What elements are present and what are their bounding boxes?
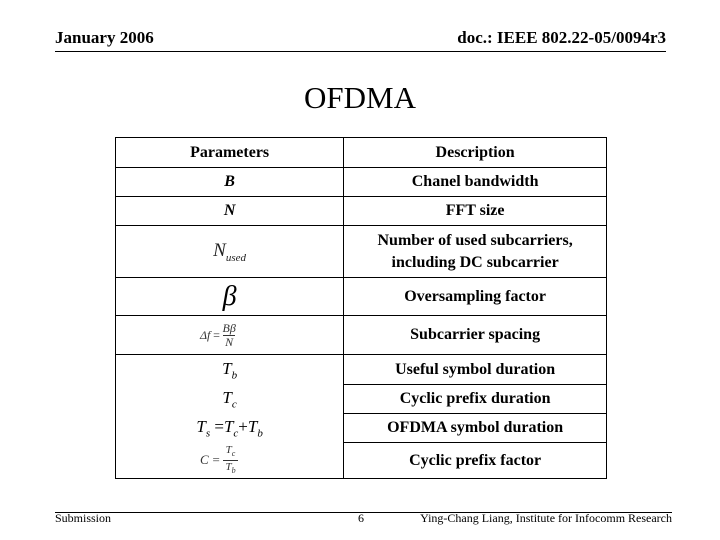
header-description: Description xyxy=(344,138,607,168)
table-row xyxy=(116,355,607,385)
param-ts xyxy=(116,414,344,443)
table-row xyxy=(116,278,607,316)
header-date: January 2006 xyxy=(55,28,154,47)
footer-page-number: 6 xyxy=(358,511,364,525)
ts-a-sub: s xyxy=(205,427,211,440)
desc-bandwidth: Chanel bandwidth xyxy=(344,168,607,197)
cp-factor-den-sub: b xyxy=(231,465,236,475)
ts-plus: + xyxy=(238,416,248,436)
slide-title: OFDMA xyxy=(304,80,416,115)
parameters-table xyxy=(115,137,607,479)
desc-useful-duration: Useful symbol duration xyxy=(344,355,607,385)
param-delta-f: Δf = $\frac{B\beta}{N}$ xyxy=(116,316,344,355)
desc-used-line1: Number of used subcarriers, xyxy=(377,231,573,249)
table-row xyxy=(116,316,607,355)
param-tb xyxy=(116,355,344,385)
beta-symbol: β xyxy=(222,280,237,312)
header-doc-id: doc.: IEEE 802.22-05/0094r3 xyxy=(457,28,666,47)
footer-author: Ying-Chang Liang, Institute for Infocomm Research xyxy=(420,511,672,525)
param-n-used xyxy=(116,226,344,278)
desc-ofdma-duration: OFDMA symbol duration xyxy=(344,414,607,443)
ts-b: T xyxy=(223,416,234,436)
header-parameters: Parameters xyxy=(116,138,344,168)
n-used-main: N xyxy=(213,239,226,261)
param-n: N xyxy=(116,197,344,226)
desc-oversampling: Oversampling factor xyxy=(344,278,607,316)
ts-b-sub: c xyxy=(233,427,239,440)
header-divider xyxy=(55,51,666,52)
delta-f-lhs: Δf xyxy=(200,327,211,342)
ts-eq: = xyxy=(210,416,224,436)
tc-sub: c xyxy=(231,398,237,411)
desc-cp-duration: Cyclic prefix duration xyxy=(344,385,607,414)
table-row xyxy=(116,168,607,197)
cp-factor-den-main: T xyxy=(225,460,232,473)
table-row xyxy=(116,197,607,226)
desc-subcarrier-spacing: Subcarrier spacing xyxy=(344,316,607,355)
desc-cp-factor: Cyclic prefix factor xyxy=(344,443,607,479)
n-used-sub: used xyxy=(225,251,247,264)
cp-factor-num-sub: c xyxy=(231,448,236,458)
table-header-row xyxy=(116,138,607,168)
desc-used-line2: including DC subcarrier xyxy=(391,253,559,271)
footer-submission: Submission xyxy=(55,511,112,525)
tb-main: T xyxy=(222,358,232,378)
ts-c-sub: b xyxy=(257,427,263,440)
cp-factor-lhs: C xyxy=(200,452,209,468)
table-row xyxy=(116,226,607,278)
desc-used-subcarriers xyxy=(344,226,607,278)
tb-sub: b xyxy=(231,368,238,381)
param-cp-factor: C = $\frac{T_c}{T_b}$ xyxy=(116,443,344,479)
param-b: B xyxy=(116,168,344,197)
ts-a: T xyxy=(196,416,206,436)
desc-fft-size: FFT size xyxy=(344,197,607,226)
table-row xyxy=(116,385,607,414)
delta-f-denominator: N xyxy=(225,334,234,349)
delta-f-numerator: Bβ xyxy=(222,320,236,335)
table-row xyxy=(116,414,607,443)
tc-main: T xyxy=(222,387,232,407)
param-beta xyxy=(116,278,344,316)
param-tc xyxy=(116,385,344,414)
cp-factor-num-main: T xyxy=(225,443,232,456)
table-row xyxy=(116,443,607,479)
ts-c: T xyxy=(247,416,258,436)
